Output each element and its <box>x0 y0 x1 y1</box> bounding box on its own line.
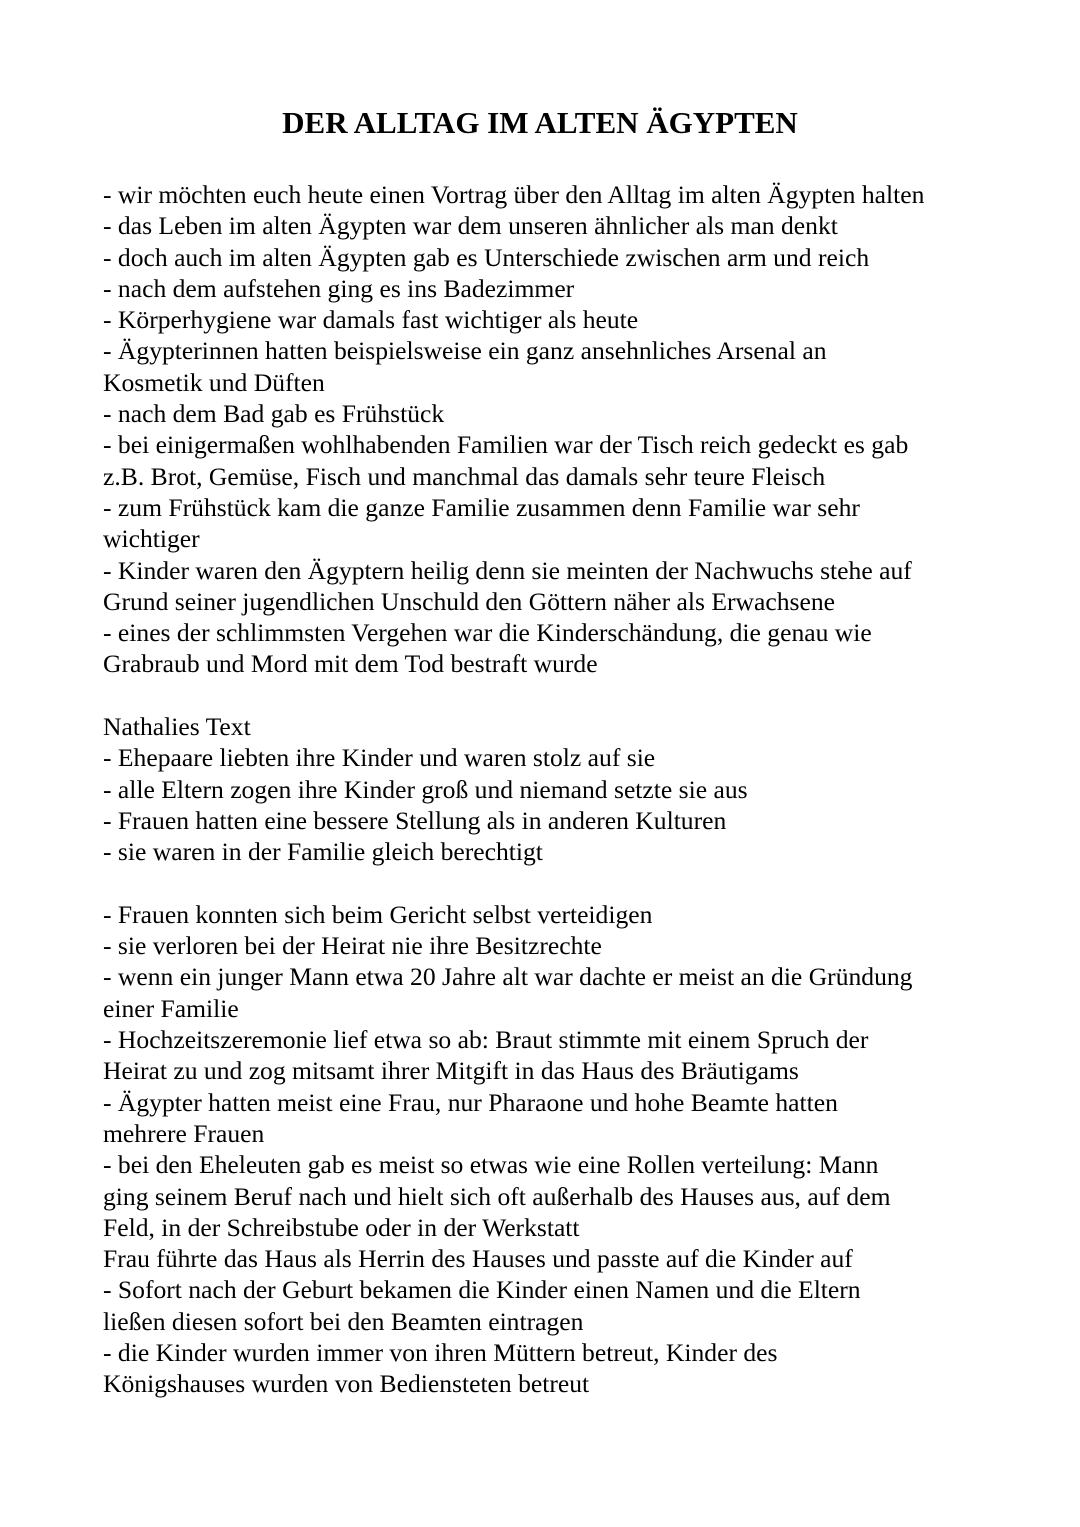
text-line: - sie waren in der Familie gleich berechtigt <box>103 837 543 867</box>
text-line: - doch auch im alten Ägypten gab es Unterschiede zwischen arm und reich <box>103 242 870 272</box>
text-line: einer Familie <box>103 993 239 1023</box>
text-line: Kosmetik und Düften <box>103 367 325 397</box>
text-line: - wir möchten euch heute einen Vortrag über den Alltag im alten Ägypten halten <box>103 180 925 209</box>
section-intro <box>103 179 1003 680</box>
text-line: - Körperhygiene war damals fast wichtiger als heute <box>103 305 639 335</box>
section-nathalies-text <box>103 711 1003 867</box>
text-line: ging seinem Beruf nach und hielt sich oft außerhalb des Hauses aus, auf dem <box>103 1181 891 1211</box>
section-family-life <box>103 899 1003 1400</box>
text-line: - Ehepaare liebten ihre Kinder und waren stolz auf sie <box>103 743 656 773</box>
section-heading: Nathalies Text <box>103 712 251 742</box>
text-line: wichtiger <box>103 524 200 554</box>
text-line: - Frauen konnten sich beim Gericht selbst verteidigen <box>103 899 653 929</box>
text-line: Grund seiner jugendlichen Unschuld den Göttern näher als Erwachsene <box>103 586 836 616</box>
text-line: - die Kinder wurden immer von ihren Müttern betreut, Kinder des <box>103 1337 778 1367</box>
document-body <box>103 179 1003 1400</box>
text-line: - Ägypter hatten meist eine Frau, nur Pharaone und hohe Beamte hatten <box>103 1087 838 1117</box>
text-line: ließen diesen sofort bei den Beamten eintragen <box>103 1306 584 1336</box>
text-line: Frau führte das Haus als Herrin des Hauses und passte auf die Kinder auf <box>103 1244 853 1274</box>
text-line: z.B. Brot, Gemüse, Fisch und manchmal das damals sehr teure Fleisch <box>103 461 826 491</box>
text-line: - das Leben im alten Ägypten war dem unseren ähnlicher als man denkt <box>103 211 838 241</box>
text-line: - alle Eltern zogen ihre Kinder groß und niemand setzte sie aus <box>103 774 748 804</box>
text-line: - wenn ein junger Mann etwa 20 Jahre alt war dachte er meist an die Gründung <box>103 962 913 992</box>
text-line: Grabraub und Mord mit dem Tod bestraft wurde <box>103 649 598 679</box>
text-line: - sie verloren bei der Heirat nie ihre Besitzrechte <box>103 931 602 961</box>
text-line: Heirat zu und zog mitsamt ihrer Mitgift in das Haus des Bräutigams <box>103 1056 799 1086</box>
text-line: - nach dem Bad gab es Frühstück <box>103 399 445 429</box>
text-line: Feld, in der Schreibstube oder in der Werkstatt <box>103 1212 580 1242</box>
paragraph-spacer <box>103 680 1003 711</box>
document-title: DER ALLTAG IM ALTEN ÄGYPTEN <box>282 105 798 140</box>
text-line: - zum Frühstück kam die ganze Familie zusammen denn Familie war sehr <box>103 492 860 522</box>
paragraph-spacer <box>103 868 1003 899</box>
text-line: - Ägypterinnen hatten beispielsweise ein ganz ansehnliches Arsenal an <box>103 336 827 366</box>
text-line: - eines der schlimmsten Vergehen war die Kinderschändung, die genau wie <box>103 618 872 648</box>
text-line: - nach dem aufstehen ging es ins Badezimmer <box>103 273 575 303</box>
text-line: - bei einigermaßen wohlhabenden Familien war der Tisch reich gedeckt es gab <box>103 430 909 460</box>
text-line: - Sofort nach der Geburt bekamen die Kinder einen Namen und die Eltern <box>103 1275 861 1305</box>
text-line: - Hochzeitszeremonie lief etwa so ab: Braut stimmte mit einem Spruch der <box>103 1025 869 1055</box>
text-line: mehrere Frauen <box>103 1118 265 1148</box>
text-line: - Frauen hatten eine bessere Stellung als in anderen Kulturen <box>103 805 727 835</box>
text-line: - Kinder waren den Ägyptern heilig denn sie meinten der Nachwuchs stehe auf <box>103 555 912 585</box>
text-line: Königshauses wurden von Bediensteten betreut <box>103 1369 590 1399</box>
text-line: - bei den Eheleuten gab es meist so etwas wie eine Rollen verteilung: Mann <box>103 1150 879 1180</box>
